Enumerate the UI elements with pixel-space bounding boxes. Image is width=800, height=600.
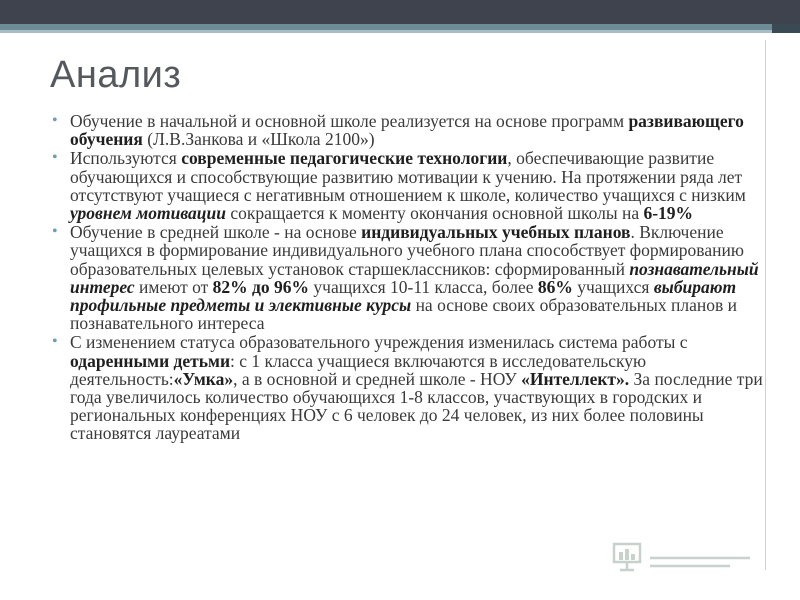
bullet-text-bold: 6-19% <box>643 203 694 224</box>
bullet-text: (Л.В.Занкова и «Школа 2100») <box>142 129 375 150</box>
bullet-text: сокращается к моменту окончания основной школы на <box>226 203 644 224</box>
bullet-text-bold: современные педагогические технологии <box>181 148 508 169</box>
bullet-text: За последние три года увеличилось количество обучающихся 1-8 классов, участвующих в городских и региональных конференциях НОУ с 6 человек до 24 человек, из них более половины становятся лауреатами <box>70 368 763 444</box>
bullet-text-bold-italic: уровнем мотивации <box>70 203 226 224</box>
bullet-text-bold: одаренными детьми <box>70 350 231 371</box>
bullet-item <box>52 149 770 222</box>
bullet-text-bold: «Умка» <box>173 368 234 389</box>
bullet-text-bold: «Интеллект». <box>521 368 630 389</box>
bullet-text-bold: развивающего обучения <box>70 111 744 150</box>
bullet-text: С изменением статуса образовательного учреждения изменилась система работы с <box>70 332 688 353</box>
bullet-text: Обучение в средней школе - на основе <box>70 222 362 243</box>
bullet-text: имеют от <box>134 276 213 297</box>
bullet-text: . Включение учащихся в формирование индивидуального учебного плана способствует формированию образовательных целевых установок старшеклассников: сформированный <box>70 222 744 279</box>
bullet-text-bold-italic: познавательный интерес <box>70 258 759 297</box>
bullet-list <box>52 112 770 444</box>
bullet-item <box>52 223 770 332</box>
top-right-accent <box>772 24 800 33</box>
presentation-icon <box>610 538 760 574</box>
bullet-text-bold-italic: выбирают профильные предметы и элективные курсы <box>70 276 737 316</box>
bullet-text-bold: 86% <box>537 276 573 297</box>
bullet-text: Используются <box>70 148 182 169</box>
top-header-bar <box>0 0 800 24</box>
bullet-item <box>52 333 770 442</box>
bullet-text: , обеспечивающие развитие обучающихся и способствующие развитию мотивации к учению. На протяжении ряда лет отсутствуют учащиеся с негативным отношением к школе, количество учащихся с низким <box>70 148 746 205</box>
slide-title: Анализ <box>50 54 182 96</box>
bullet-text: учащихся 10-11 класса, более <box>309 276 538 297</box>
bullet-text: : с 1 класса учащиеся включаются в исследовательскую деятельность: <box>70 350 647 389</box>
bullet-text: Обучение в начальной и основной школе реализуется на основе программ <box>70 111 629 131</box>
top-light-line <box>0 30 800 33</box>
bullet-text: на основе своих образовательных планов и познавательного интереса <box>70 295 738 334</box>
bullet-text-bold: индивидуальных учебных планов <box>361 222 631 243</box>
bullet-text-bold: 82% до 96% <box>212 276 310 297</box>
bullet-item <box>52 112 770 148</box>
bullet-text: учащихся <box>572 276 654 297</box>
bullet-text: , а в основной и средней школе - НОУ <box>233 368 522 389</box>
